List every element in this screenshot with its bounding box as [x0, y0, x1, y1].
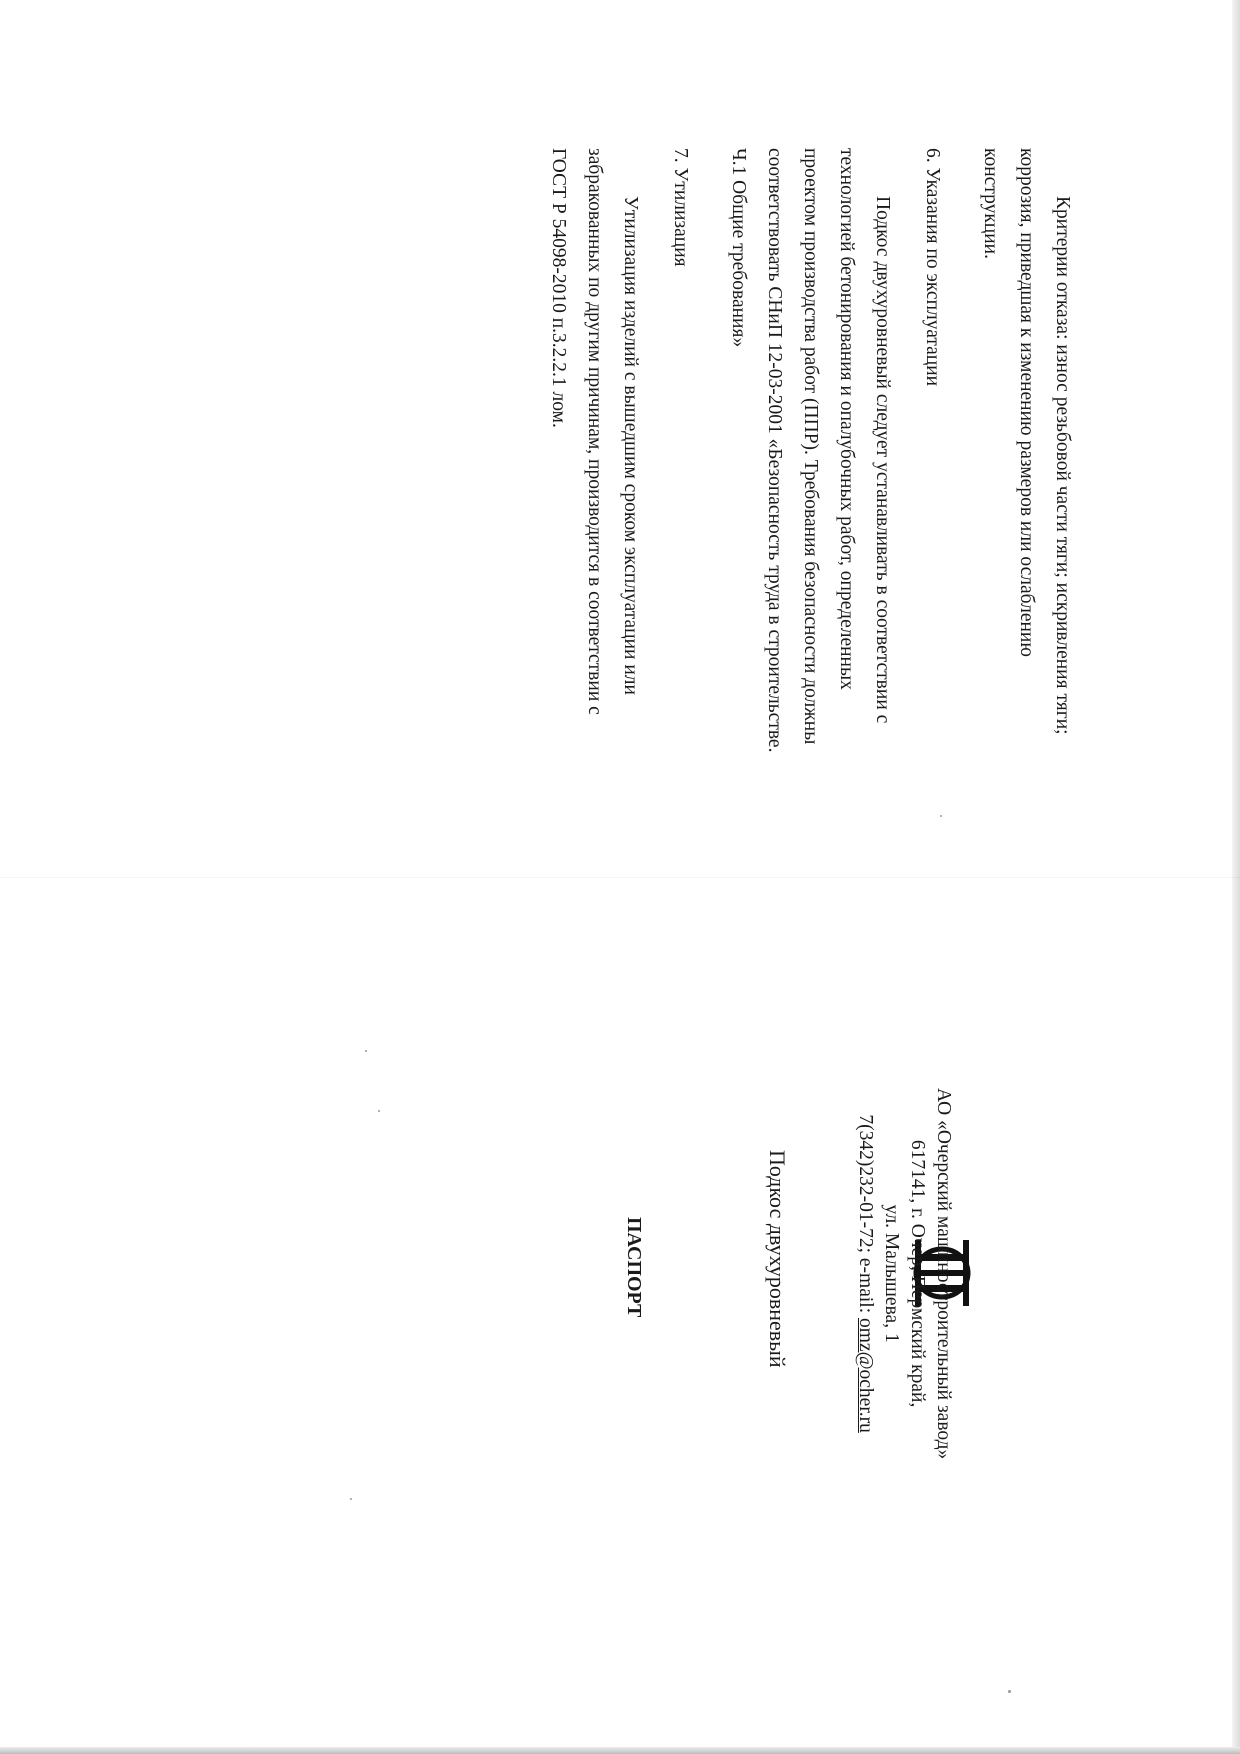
company-email-link[interactable]: omz@ocher.ru [855, 1318, 876, 1433]
section-6-heading: 6. Указания по эксплуатации [922, 148, 943, 387]
section-7-line-3: ГОСТ Р 54098-2010 п.3.2.2.1 лом. [548, 148, 569, 428]
product-title: Подкос двухуровневый [765, 1150, 790, 1368]
page-fold [0, 877, 1240, 878]
scan-speck [365, 1050, 367, 1052]
company-contacts [852, 1088, 878, 1459]
section-6-line-2: технологией бетонирования и опалубочных работ, определенных [836, 148, 857, 690]
scan-speck [1008, 1690, 1011, 1693]
spacer [950, 148, 972, 752]
section-7-line-1: Утилизация изделий с вышедшим сроком эксплуатации или [620, 196, 641, 695]
spacer [698, 148, 720, 752]
company-phone: 7(342)232-01-72; e-mail: [855, 1114, 876, 1318]
section-6-line-3: проектом производства работ (ППР). Требования безопасности должны [800, 148, 821, 745]
failure-criteria-line-3: конструкции. [980, 148, 1001, 259]
section-7-heading: 7. Утилизация [670, 148, 691, 267]
spacer [900, 148, 914, 752]
company-address-line-2: ул. Малышева, 1 [881, 1204, 902, 1343]
document-title: ПАСПОРТ [623, 1217, 645, 1318]
section-7-line-2: забракованных по другим причинам, производится в соответствии с [584, 148, 605, 715]
failure-criteria-line-1: Критерии отказа: износ резьбовой части тяги; искривления тяги; [1052, 196, 1073, 735]
scan-speck [940, 815, 942, 817]
company-name: АО «Очерский машиностроительный завод» [933, 1088, 954, 1460]
section-6-line-4: соответствовать СНиП 12-03-2001 «Безопасность труда в строительстве. [764, 148, 785, 753]
scan-speck [378, 1110, 380, 1112]
company-address-line-1: 617141, г. Очер, Пермский край, [907, 1139, 928, 1408]
scan-edge-bottom [0, 1747, 1240, 1754]
failure-criteria-line-2: коррозия, приведшая к изменению размеров или ослаблению [1016, 148, 1037, 657]
company-info [852, 1088, 956, 1459]
spacer [648, 148, 662, 752]
instructions-block [540, 148, 1080, 752]
section-6-line-1: Подкос двухуровневый следует устанавливать в соответствии с [872, 196, 893, 724]
section-6-line-5: Ч.1 Общие требования» [728, 148, 749, 348]
scan-speck [350, 1498, 352, 1500]
